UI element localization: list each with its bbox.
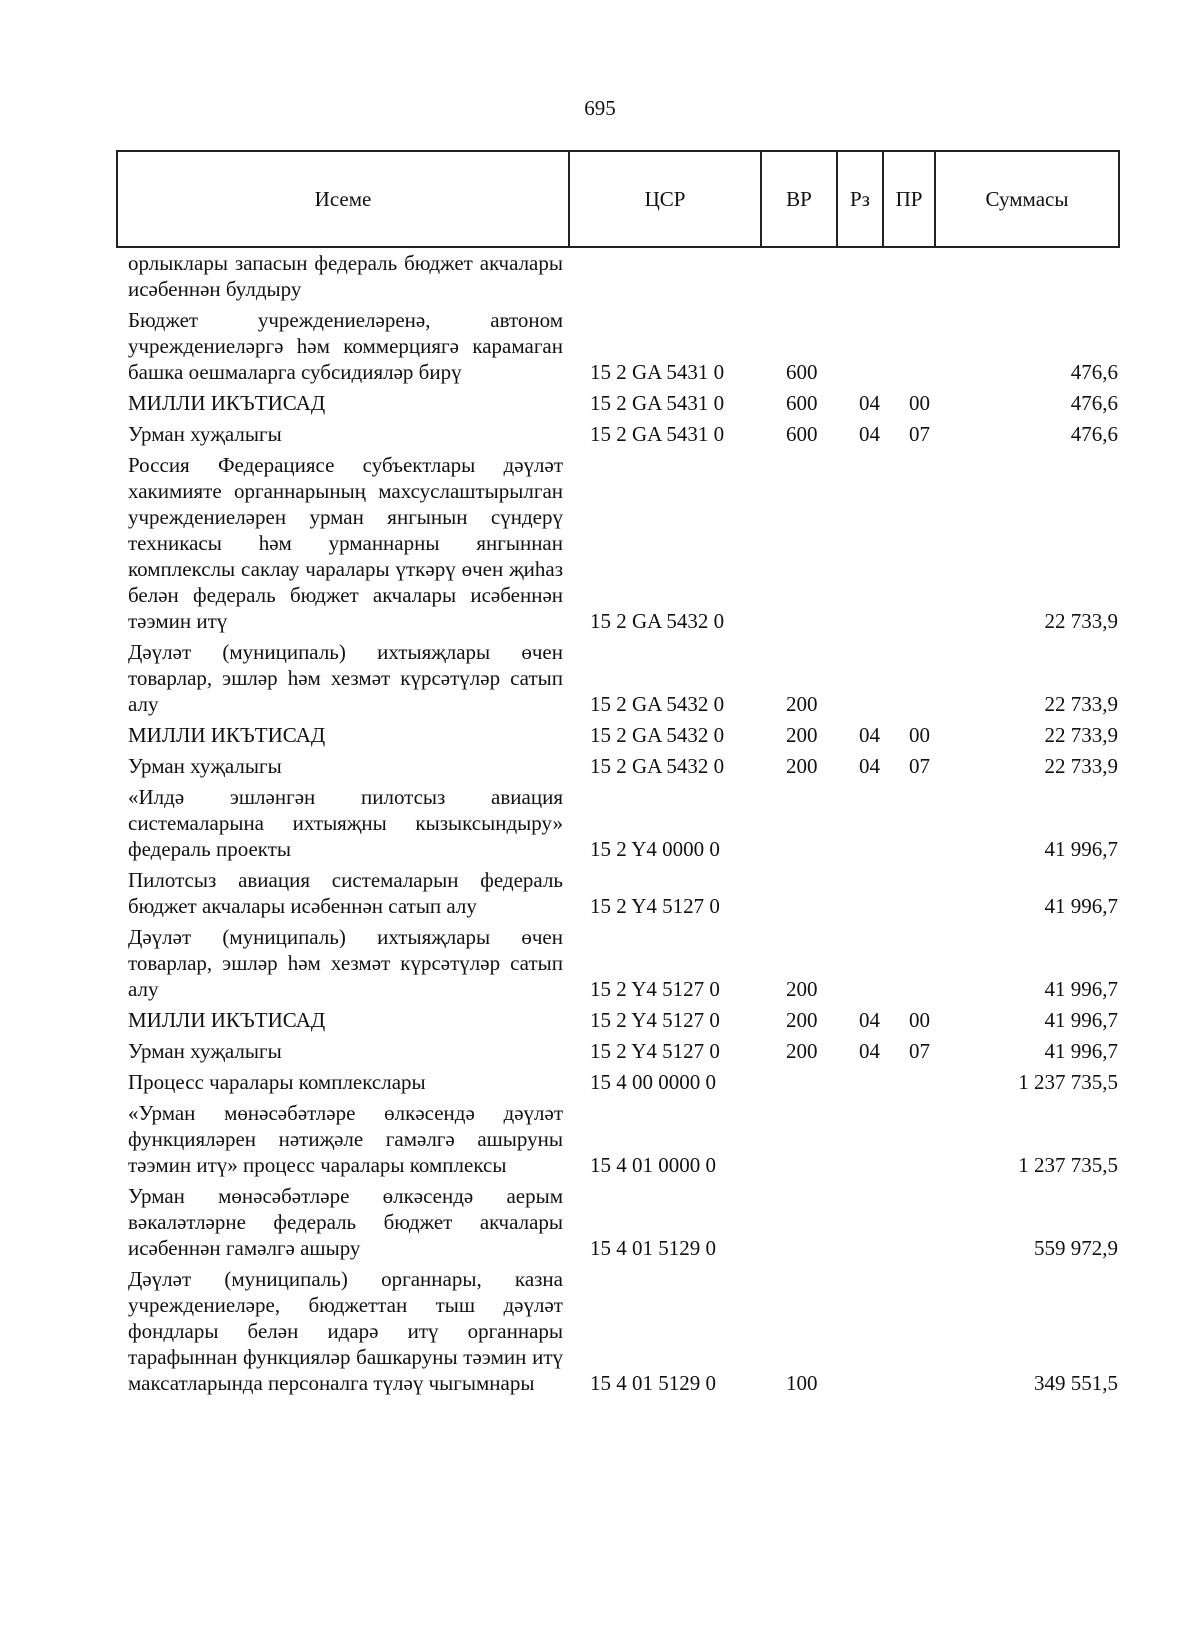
- row-name: Дәүләт (муниципаль) ихтыяҗлары өчен товарлар, эшләр һәм хезмәт күрсәтүләр сатып алу: [128, 925, 563, 1001]
- row-sum: 41 996,7: [1044, 1008, 1118, 1032]
- table-row: [128, 1266, 1118, 1396]
- row-sum: 476,6: [1070, 422, 1118, 446]
- row-name: Процесс чаралары комплекслары: [128, 1070, 426, 1094]
- row-name: «Илдә эшләнгән пилотсыз авиация системаларына ихтыяҗны кызыксындыру» федераль проекты: [128, 785, 563, 861]
- row-rz: 04: [859, 1008, 880, 1032]
- row-rz: 04: [859, 1039, 880, 1063]
- row-sum: 41 996,7: [1044, 894, 1118, 918]
- table-row: [128, 250, 1118, 302]
- table-row: [128, 1007, 1118, 1033]
- table-row: [128, 753, 1118, 779]
- row-sum: 349 551,5: [1034, 1371, 1118, 1395]
- row-csr: 15 2 Y4 5127 0: [590, 977, 720, 1001]
- header-pr: ПР: [884, 152, 936, 246]
- row-csr: 15 2 GA 5432 0: [590, 723, 725, 747]
- row-sum: 22 733,9: [1044, 692, 1118, 716]
- row-sum: 22 733,9: [1044, 754, 1118, 778]
- table-row: [128, 924, 1118, 1002]
- table-row: [128, 1100, 1118, 1178]
- table-row: [128, 639, 1118, 717]
- row-name: Урман мөнәсәбәтләре өлкәсендә аерым вәкаләтләрне федераль бюджет акчалары исәбеннән гамәлгә ашыру: [128, 1184, 563, 1260]
- row-csr: 15 2 GA 5432 0: [590, 754, 725, 778]
- row-vr: 600: [786, 422, 818, 446]
- row-csr: 15 2 GA 5431 0: [590, 391, 725, 415]
- row-sum: 22 733,9: [1044, 723, 1118, 747]
- row-csr: 15 4 00 0000 0: [590, 1070, 716, 1094]
- row-vr: 200: [786, 1039, 818, 1063]
- header-name: Исеме: [118, 152, 570, 246]
- row-name: Бюджет учреждениеләренә, автоном учреждениеләргә һәм коммерциягә карамаган башка оешмаларга субсидияләр бирү: [128, 308, 563, 384]
- row-vr: 100: [786, 1371, 818, 1395]
- row-sum: 1 237 735,5: [1018, 1153, 1118, 1177]
- row-vr: 200: [786, 1008, 818, 1032]
- table-row: [128, 452, 1118, 634]
- row-csr: 15 2 Y4 5127 0: [590, 1008, 720, 1032]
- header-vr: ВР: [762, 152, 838, 246]
- row-rz: 04: [859, 391, 880, 415]
- row-pr: 07: [909, 1039, 930, 1063]
- table-row: [128, 1069, 1118, 1095]
- row-sum: 476,6: [1070, 360, 1118, 384]
- row-name: Пилотсыз авиация системаларын федераль бюджет акчалары исәбеннән сатып алу: [128, 868, 563, 918]
- row-pr: 07: [909, 422, 930, 446]
- header-rz: Рз: [838, 152, 884, 246]
- row-name: Урман хуҗалыгы: [128, 1039, 282, 1063]
- row-name: орлыклары запасын федераль бюджет акчалары исәбеннән булдыру: [128, 251, 563, 301]
- row-sum: 559 972,9: [1034, 1236, 1118, 1260]
- row-sum: 41 996,7: [1044, 837, 1118, 861]
- row-csr: 15 2 Y4 5127 0: [590, 894, 720, 918]
- header-sum: Суммасы: [985, 186, 1069, 211]
- row-rz: 04: [859, 723, 880, 747]
- row-name: МИЛЛИ ИКЪТИСАД: [128, 1008, 326, 1032]
- row-csr: 15 2 GA 5431 0: [590, 422, 725, 446]
- header-csr: ЦСР: [570, 152, 762, 246]
- row-csr: 15 2 GA 5432 0: [590, 609, 725, 633]
- row-name: Дәүләт (муниципаль) органнары, казна учреждениеләре, бюджеттан тыш дәүләт фондлары белән идарә итү органнары тарафыннан функцияләр башкаруны тәэмин итү максатларында персоналга түләү чыгымнары: [128, 1267, 563, 1395]
- row-vr: 600: [786, 360, 818, 384]
- row-sum: 41 996,7: [1044, 977, 1118, 1001]
- row-name: МИЛЛИ ИКЪТИСАД: [128, 391, 326, 415]
- table-row: [128, 867, 1118, 919]
- table-row: [128, 1038, 1118, 1064]
- row-sum: 22 733,9: [1044, 609, 1118, 633]
- row-name: Урман хуҗалыгы: [128, 754, 282, 778]
- row-vr: 600: [786, 391, 818, 415]
- table-row: [128, 722, 1118, 748]
- row-csr: 15 2 Y4 0000 0: [590, 837, 720, 861]
- table-row: [128, 390, 1118, 416]
- row-csr: 15 4 01 5129 0: [590, 1371, 716, 1395]
- row-pr: 00: [909, 723, 930, 747]
- table-row: [128, 784, 1118, 862]
- row-csr: 15 4 01 5129 0: [590, 1236, 716, 1260]
- row-csr: 15 2 GA 5432 0: [590, 692, 725, 716]
- row-sum: 476,6: [1070, 391, 1118, 415]
- row-pr: 00: [909, 391, 930, 415]
- row-name: Дәүләт (муниципаль) ихтыяҗлары өчен товарлар, эшләр һәм хезмәт күрсәтүләр сатып алу: [128, 640, 563, 716]
- table-row: [128, 421, 1118, 447]
- row-csr: 15 2 Y4 5127 0: [590, 1039, 720, 1063]
- row-vr: 200: [786, 692, 818, 716]
- table-body: [128, 250, 1118, 1401]
- row-csr: 15 4 01 0000 0: [590, 1153, 716, 1177]
- row-name: МИЛЛИ ИКЪТИСАД: [128, 723, 326, 747]
- row-name: «Урман мөнәсәбәтләре өлкәсендә дәүләт функцияләрен нәтиҗәле гамәлгә ашыруны тәэмин итү» процесс чаралары комплексы: [128, 1101, 563, 1177]
- row-sum: 41 996,7: [1044, 1039, 1118, 1063]
- row-name: Урман хуҗалыгы: [128, 422, 282, 446]
- row-sum: 1 237 735,5: [1018, 1070, 1118, 1094]
- page-number: 695: [584, 96, 616, 120]
- table-row: [128, 1183, 1118, 1261]
- row-name: Россия Федерациясе субъектлары дәүләт хакимияте органнарының махсуслаштырылган учреждениеләрен урман янгынын сүндерү техникасы һәм урманнарны янгыннан комплекслы саклау чаралары үткәрү өчен җиһаз белән федераль бюджет акчалары исәбеннән тәэмин итү: [128, 453, 563, 633]
- row-pr: 07: [909, 754, 930, 778]
- table-row: [128, 307, 1118, 385]
- row-rz: 04: [859, 754, 880, 778]
- row-csr: 15 2 GA 5431 0: [590, 360, 725, 384]
- row-vr: 200: [786, 723, 818, 747]
- row-pr: 00: [909, 1008, 930, 1032]
- table-header: [116, 150, 1120, 248]
- row-vr: 200: [786, 977, 818, 1001]
- row-vr: 200: [786, 754, 818, 778]
- row-rz: 04: [859, 422, 880, 446]
